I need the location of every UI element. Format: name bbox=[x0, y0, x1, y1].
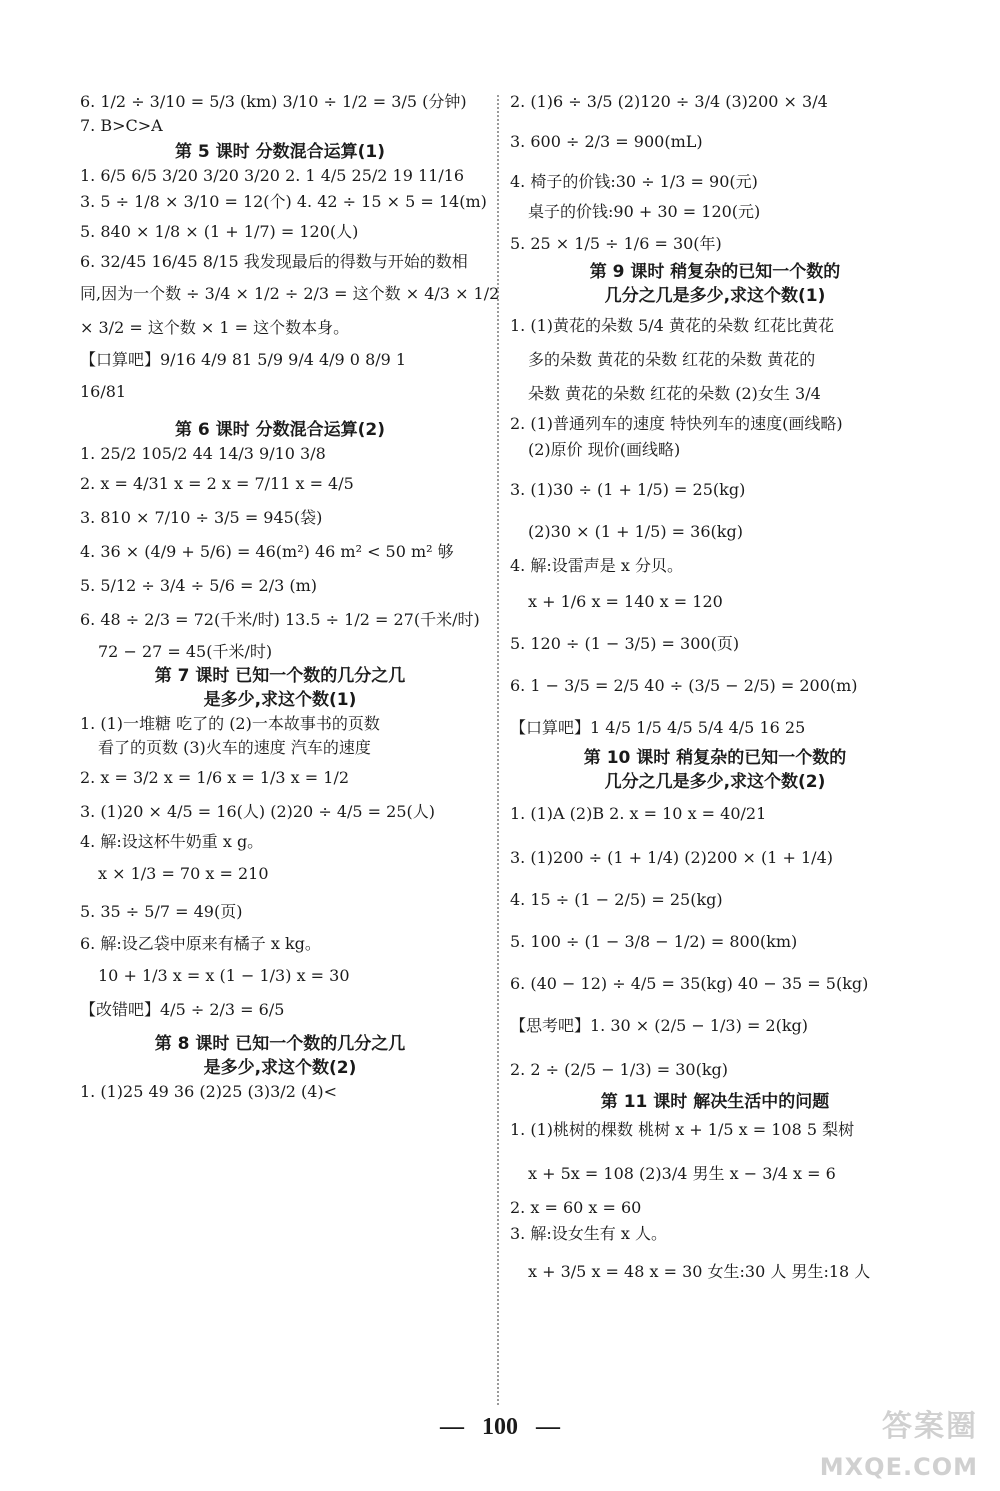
answer-line: 3. 解:设女生有 x 人。 bbox=[510, 1224, 667, 1243]
lesson-title: 几分之几是多少,求这个数(1) bbox=[604, 286, 826, 306]
answer-line: 2. x = 3/2 x = 1/6 x = 1/3 x = 1/2 bbox=[80, 768, 350, 787]
answer-line: (2)30 × (1 + 1/5) = 36(kg) bbox=[528, 522, 743, 541]
lesson-title: 第 9 课时 稍复杂的已知一个数的 bbox=[589, 262, 841, 282]
answer-line: 朵数 黄花的朵数 红花的朵数 (2)女生 3/4 bbox=[528, 384, 821, 403]
answer-line: 5. 35 ÷ 5/7 = 49(页) bbox=[80, 902, 243, 921]
answer-line: 3. (1)200 ÷ (1 + 1/4) (2)200 × (1 + 1/4) bbox=[510, 848, 833, 867]
answer-line: 【改错吧】4/5 ÷ 2/3 = 6/5 bbox=[80, 1000, 285, 1019]
answer-line: 6. 1/2 ÷ 3/10 = 5/3 (km) 3/10 ÷ 1/2 = 3/5 (分钟) bbox=[80, 92, 467, 111]
answer-line: 桌子的价钱:90 + 30 = 120(元) bbox=[528, 202, 761, 221]
answer-line: 5. 5/12 ÷ 3/4 ÷ 5/6 = 2/3 (m) bbox=[80, 576, 318, 595]
answer-line: 【口算吧】1 4/5 1/5 4/5 5/4 4/5 16 25 bbox=[510, 718, 806, 737]
answer-line: 多的朵数 黄花的朵数 红花的朵数 黄花的 bbox=[528, 350, 816, 369]
lesson-title: 第 5 课时 分数混合运算(1) bbox=[175, 142, 385, 162]
answer-line: 1. (1)黄花的朵数 5/4 黄花的朵数 红花比黄花 bbox=[510, 316, 835, 335]
answer-line: 看了的页数 (3)火车的速度 汽车的速度 bbox=[98, 738, 371, 757]
footer-dash-left: — bbox=[440, 1414, 464, 1440]
answer-line: × 3/2 = 这个数 × 1 = 这个数本身。 bbox=[80, 318, 350, 337]
answer-line: 2. (1)6 ÷ 3/5 (2)120 ÷ 3/4 (3)200 × 3/4 bbox=[510, 92, 828, 111]
answer-line: (2)原价 现价(画线略) bbox=[528, 440, 681, 459]
answer-line: x × 1/3 = 70 x = 210 bbox=[98, 864, 269, 883]
answer-line: 4. 解:设这杯牛奶重 x g。 bbox=[80, 832, 264, 851]
answer-line: 1. (1)25 49 36 (2)25 (3)3/2 (4)< bbox=[80, 1082, 338, 1101]
answer-line: 4. 椅子的价钱:30 ÷ 1/3 = 90(元) bbox=[510, 172, 758, 191]
answer-line: 10 + 1/3 x = x (1 − 1/3) x = 30 bbox=[98, 966, 350, 985]
answer-line: 【口算吧】9/16 4/9 81 5/9 9/4 4/9 0 8/9 1 bbox=[80, 350, 407, 369]
answer-line: 5. 120 ÷ (1 − 3/5) = 300(页) bbox=[510, 634, 740, 653]
lesson-title: 第 11 课时 解决生活中的问题 bbox=[600, 1092, 830, 1112]
answer-line: 5. 25 × 1/5 ÷ 1/6 = 30(年) bbox=[510, 234, 722, 253]
left-column bbox=[80, 92, 500, 1102]
answer-line: 【思考吧】1. 30 × (2/5 − 1/3) = 2(kg) bbox=[510, 1016, 809, 1035]
answer-line: 2. (1)普通列车的速度 特快列车的速度(画线略) bbox=[510, 414, 843, 433]
answer-line: 1. (1)A (2)B 2. x = 10 x = 40/21 bbox=[510, 804, 767, 823]
answer-line: 16/81 bbox=[80, 382, 127, 401]
answer-line: 3. 810 × 7/10 ÷ 3/5 = 945(袋) bbox=[80, 508, 323, 527]
answer-line: 6. 48 ÷ 2/3 = 72(千米/时) 13.5 ÷ 1/2 = 27(千米/时) bbox=[80, 610, 480, 629]
answer-line: 3. (1)30 ÷ (1 + 1/5) = 25(kg) bbox=[510, 480, 746, 499]
answer-line: 2. x = 4/31 x = 2 x = 7/11 x = 4/5 bbox=[80, 474, 354, 493]
watermark-chinese: 答案圈 bbox=[882, 1409, 978, 1444]
answer-line: 3. 5 ÷ 1/8 × 3/10 = 12(个) 4. 42 ÷ 15 × 5 = 14(m) bbox=[80, 192, 487, 211]
footer-dash-right: — bbox=[536, 1414, 560, 1440]
lesson-title: 几分之几是多少,求这个数(2) bbox=[604, 772, 826, 792]
answer-line: 72 − 27 = 45(千米/时) bbox=[98, 642, 273, 661]
lesson-title: 是多少,求这个数(1) bbox=[203, 690, 357, 710]
answer-line: 5. 100 ÷ (1 − 3/8 − 1/2) = 800(km) bbox=[510, 932, 798, 951]
answer-line: x + 3/5 x = 48 x = 30 女生:30 人 男生:18 人 bbox=[528, 1262, 871, 1281]
answer-line: 6. (40 − 12) ÷ 4/5 = 35(kg) 40 − 35 = 5(kg) bbox=[510, 974, 869, 993]
answer-line: 2. x = 60 x = 60 bbox=[510, 1198, 642, 1217]
answer-line: 6. 32/45 16/45 8/15 我发现最后的得数与开始的数相 bbox=[80, 252, 468, 271]
right-column bbox=[510, 92, 920, 1282]
answer-line: 4. 15 ÷ (1 − 2/5) = 25(kg) bbox=[510, 890, 723, 909]
lesson-title: 第 8 课时 已知一个数的几分之几 bbox=[154, 1034, 406, 1054]
answer-line: x + 5x = 108 (2)3/4 男生 x − 3/4 x = 6 bbox=[528, 1164, 836, 1183]
answer-line: 3. 600 ÷ 2/3 = 900(mL) bbox=[510, 132, 703, 151]
page-number: 100 bbox=[482, 1414, 518, 1440]
answer-line: 4. 解:设雷声是 x 分贝。 bbox=[510, 556, 683, 575]
answer-line: 1. (1)桃树的棵数 桃树 x + 1/5 x = 108 5 梨树 bbox=[510, 1120, 855, 1139]
lesson-title: 是多少,求这个数(2) bbox=[203, 1058, 357, 1078]
lesson-title: 第 6 课时 分数混合运算(2) bbox=[175, 420, 385, 440]
lesson-title: 第 10 课时 稍复杂的已知一个数的 bbox=[583, 748, 847, 768]
answer-line: 4. 36 × (4/9 + 5/6) = 46(m²) 46 m² < 50 m² 够 bbox=[80, 542, 454, 561]
answer-line: 同,因为一个数 ÷ 3/4 × 1/2 ÷ 2/3 = 这个数 × 4/3 × 1/2 bbox=[80, 284, 500, 303]
answer-line: 6. 1 − 3/5 = 2/5 40 ÷ (3/5 − 2/5) = 200(m) bbox=[510, 676, 858, 695]
answer-line: 2. 2 ÷ (2/5 − 1/3) = 30(kg) bbox=[510, 1060, 729, 1079]
watermark-logo bbox=[818, 1401, 978, 1481]
answer-line: 3. (1)20 × 4/5 = 16(人) (2)20 ÷ 4/5 = 25(人) bbox=[80, 802, 435, 821]
answer-line: 5. 840 × 1/8 × (1 + 1/7) = 120(人) bbox=[80, 222, 359, 241]
lesson-title: 第 7 课时 已知一个数的几分之几 bbox=[154, 666, 406, 686]
answer-line: 1. 25/2 105/2 44 14/3 9/10 3/8 bbox=[80, 444, 326, 463]
answer-line: 6. 解:设乙袋中原来有橘子 x kg。 bbox=[80, 934, 321, 953]
answer-line: x + 1/6 x = 140 x = 120 bbox=[528, 592, 723, 611]
answer-line: 7. B>C>A bbox=[80, 116, 163, 135]
watermark-domain: MXQE.COM bbox=[819, 1453, 978, 1481]
answer-line: 1. (1)一堆糖 吃了的 (2)一本故事书的页数 bbox=[80, 714, 380, 733]
answer-line: 1. 6/5 6/5 3/20 3/20 3/20 2. 1 4/5 25/2 19 11/16 bbox=[80, 166, 465, 185]
